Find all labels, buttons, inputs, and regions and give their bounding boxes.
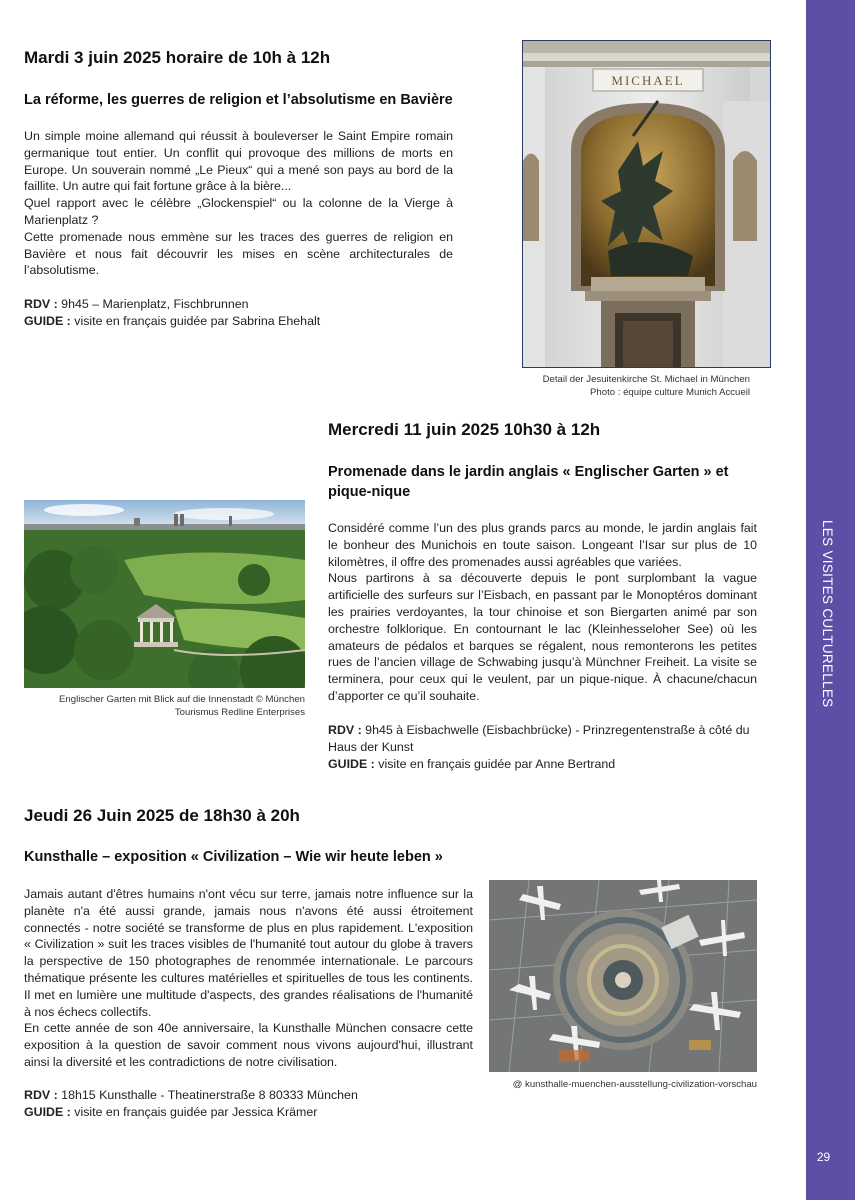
guide-line	[328, 756, 757, 773]
section-label	[808, 520, 838, 720]
rdv-label: RDV :	[24, 297, 58, 311]
description-paragraph: Quel rapport avec le célèbre „Glockenspiel“ ou la colonne de la Vierge à Marienplatz ?	[24, 196, 453, 227]
photo-caption	[470, 1078, 757, 1091]
event-title: La réforme, les guerres de religion et l’absolutisme en Bavière	[24, 92, 453, 108]
rdv-value: 18h15 Kunsthalle - Theatinerstraße 8 80333 München	[57, 1088, 358, 1102]
rdv-label: RDV :	[24, 1088, 58, 1102]
description-paragraph: Un simple moine allemand qui réussit à bouleverser le Saint Empire romain germanique tout entier. Un conflit qui provoque des millions de morts en Europe. Un souverain nommé „Le Pieux“ qui a mené son pays au bord de la faillite. Un autre qui fait fortune grâce à la bière...	[24, 129, 453, 194]
rdv-label: RDV :	[328, 723, 362, 737]
event-date: Jeudi 26 Juin 2025 de 18h30 à 20h	[24, 806, 300, 825]
church-photo	[522, 40, 771, 368]
event-info	[328, 722, 757, 772]
caption-line: Photo : équipe culture Munich Accueil	[590, 387, 750, 398]
event-info	[24, 1087, 473, 1121]
description-paragraph: Considéré comme l’un des plus grands parcs au monde, le jardin anglais fait le bonheur des Munichois en toute saison. Longeant l’Isar sur plus de 10 kilomètres, il offre des promenades aussi agréables que variées.	[328, 521, 757, 569]
guide-label: GUIDE :	[328, 756, 375, 771]
exhibition-photo	[489, 880, 757, 1072]
rdv-line	[328, 722, 757, 756]
page-number: 29	[816, 1150, 831, 1164]
caption-line: @ kunsthalle-muenchen-ausstellung-civilization-vorschau	[512, 1079, 757, 1090]
event-description	[24, 128, 453, 279]
guide-value: visite en français guidée par Sabrina Ehehalt	[70, 313, 321, 328]
photo-caption	[470, 373, 750, 399]
garden-photo	[24, 500, 305, 688]
event-description	[328, 520, 757, 705]
section-label-text: LES VISITES CULTURELLES	[820, 520, 835, 708]
event-date: Mardi 3 juin 2025 horaire de 10h à 12h	[24, 48, 331, 67]
rdv-value: 9h45 – Marienplatz, Fischbrunnen	[57, 297, 249, 311]
rdv-value: 9h45 à Eisbachwelle (Eisbachbrücke) - Prinzregentenstraße à côté du Haus der Kunst	[328, 723, 750, 754]
event-info	[24, 296, 453, 330]
caption-line: Tourismus Redline Enterprises	[174, 707, 305, 718]
rdv-line	[24, 1087, 473, 1104]
guide-value: visite en français guidée par Anne Bertrand	[374, 756, 616, 771]
guide-line	[24, 1104, 473, 1121]
description-paragraph: Jamais autant d'êtres humains n'ont vécu sur terre, jamais notre influence sur la planète n'a été aussi grande, jamais nous n'avons été aussi étroitement connectés - notre société se transforme de plus en plus rapidement. L'exposition « Civilization » suit les traces visibles de l'humanité tout autour du globe à travers la perspective de 150 photographes de renommée internationale. Le parcours thématique présente les cultures matérielles et spirituelles de tous les continents. Il met en lumière une multitude d'aspects, des grandes réalisations de l'humanité à nos échecs collectifs.	[24, 887, 473, 1019]
rdv-line	[24, 296, 453, 313]
description-paragraph: Nous partirons à sa découverte depuis le pont surplombant la vague artificielle des surfeurs sur l’Eisbach, en passant par le Monoptéros dominant les prairies verdoyantes, la tour chinoise et son Biergarten animé par son orchestre folklorique. En contournant le lac (Kleinhesseloher See) où les amateurs de pédalos et barques se régalent, nous remonterons les petites rues de l’ancien village de Schwabing jusqu’à Münchner Freiheit. La visite se terminera, pour ceux qui le veulent, par un pique-nique. À chacune/chacun d’apporter ce qu’il souhaite.	[328, 571, 757, 703]
description-paragraph: En cette année de son 40e anniversaire, la Kunsthalle München consacre cette exposition à la question de savoir comment nous vivons aujourd'hui, illustrant ainsi la diversité et les contradictions de notre civilisation.	[24, 1021, 473, 1069]
caption-line: Detail der Jesuitenkirche St. Michael in München	[542, 374, 750, 385]
guide-line	[24, 313, 453, 330]
event-title: Kunsthalle – exposition « Civilization – Wie wir heute leben »	[24, 849, 443, 865]
guide-value: visite en français guidée par Jessica Krämer	[70, 1104, 318, 1119]
event-description	[24, 886, 473, 1071]
guide-label: GUIDE :	[24, 313, 71, 328]
guide-label: GUIDE :	[24, 1104, 71, 1119]
photo-caption	[24, 693, 305, 719]
description-paragraph: Cette promenade nous emmène sur les traces des guerres de religion en Bavière et nous fait découvrir les mises en scène architecturales de l’absolutisme.	[24, 229, 453, 278]
caption-line: Englischer Garten mit Blick auf die Innenstadt © München	[59, 694, 305, 705]
event-date: Mercredi 11 juin 2025 10h30 à 12h	[328, 420, 601, 439]
event-title: Promenade dans le jardin anglais « Englischer Garten » et pique-nique	[328, 464, 729, 500]
church-inscription-text: MICHAEL	[611, 73, 685, 88]
